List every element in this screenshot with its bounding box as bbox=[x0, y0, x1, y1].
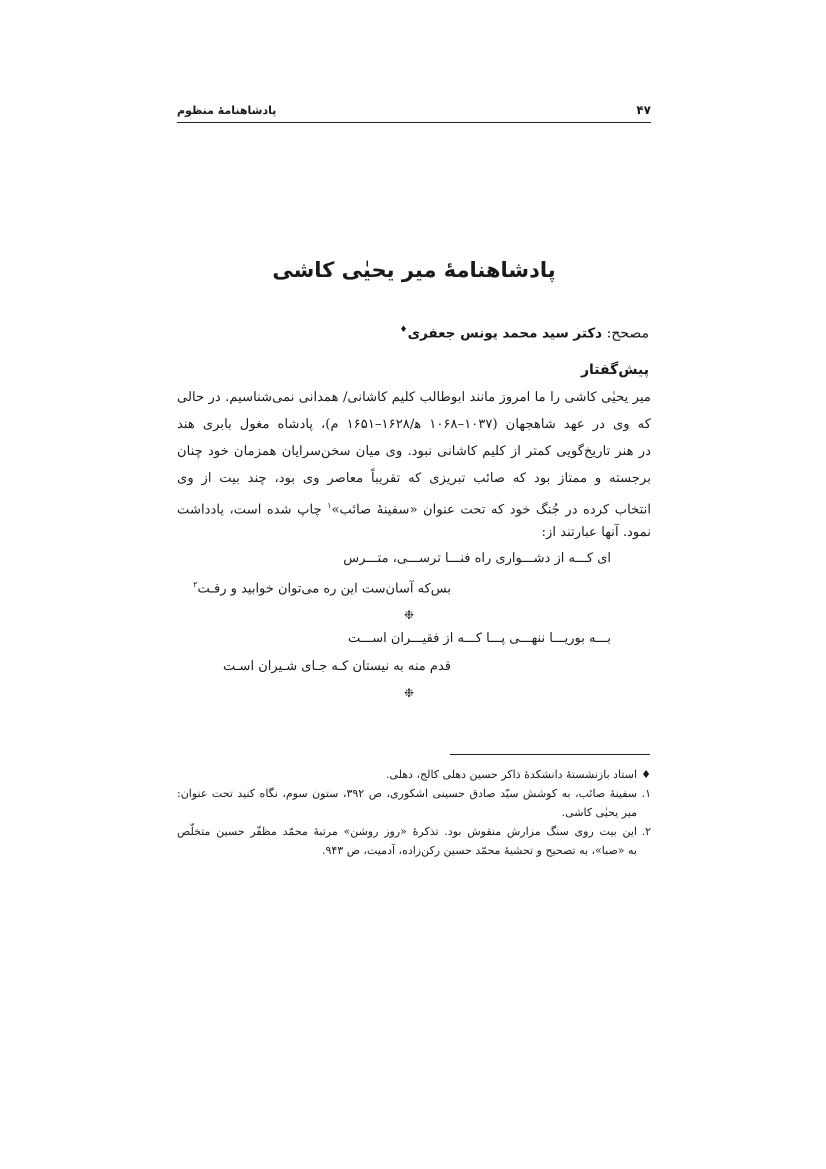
footnote-ref-2: ۲ bbox=[193, 580, 198, 589]
body-line: میر یحیٰی کاشی را ما امروز مانند ابوطالب کلیم کاشانی/ همدانی نمی‌شناسیم. در حالی bbox=[177, 390, 651, 405]
footnote-number: ♦ bbox=[641, 768, 651, 781]
footnote-text: سفینهٔ صائب، به کوشش سیّد صادق حسینی اشکوری، ص ۳۹۲، ستون سوم، نگاه کنید تحت عنوان: bbox=[177, 787, 637, 800]
footnote-text: میر یحیٰی کاشی. bbox=[561, 806, 637, 819]
verse-line: بـــه بوریـــا ننهـــی پـــا کـــه از فقیـــران اســـت bbox=[348, 631, 611, 646]
body-line: برجسته و ممتاز بود که صائب تبریزی که تقریباً معاصر وی بود، چند بیت از وی bbox=[177, 471, 651, 486]
body-paragraph bbox=[177, 384, 651, 546]
body-line-text: انتخاب کرده در جُنگ خود که تحت عنوان «سفینهٔ صائب» bbox=[331, 502, 651, 518]
body-line bbox=[177, 492, 651, 519]
section-heading: پیش‌گفتار bbox=[580, 362, 649, 378]
running-title: پادشاهنامهٔ منظوم bbox=[177, 104, 277, 117]
footnote-number: ۱. bbox=[641, 787, 651, 800]
footnote-divider bbox=[450, 754, 650, 755]
verse-line bbox=[193, 580, 451, 596]
footnote bbox=[177, 765, 651, 784]
running-header bbox=[177, 100, 651, 123]
author-footnote-mark: ♦ bbox=[399, 325, 408, 335]
footnote-number: ۲. bbox=[641, 825, 651, 838]
footnote-text: به «صبا»، به تصحیح و تحشیهٔ محمّد حسین رکن‌زاده، آدمیت، ص ۹۴۳. bbox=[321, 844, 637, 857]
verse-separator-icon: ❉ bbox=[404, 686, 415, 700]
footnote-ref-1: ۱ bbox=[327, 501, 332, 510]
body-line: نمود. آنها عبارتند از: bbox=[541, 525, 651, 540]
footnote bbox=[177, 784, 651, 822]
footnote-text: استاد بازنشستهٔ دانشکدهٔ ذاکر حسین دهلی کالج، دهلی. bbox=[385, 768, 637, 781]
author-name: دکتر سید محمد یونس جعفری bbox=[407, 325, 603, 342]
page-number: ۴۷ bbox=[636, 103, 651, 117]
article-title: پادشاهنامهٔ میر یحیٰی کاشی bbox=[272, 258, 556, 282]
verse-line: ای کـــه از دشـــواری راه فنـــا ترســـی، متـــرس bbox=[343, 551, 611, 566]
footnote-text: این بیت روی سنگ مزارش منقوش بود. تذکرهٔ «روز روشن» مرتبهٔ محمّد مظفّر حسین متخلّص bbox=[177, 825, 637, 838]
author-line bbox=[400, 325, 650, 342]
verse-line: قدم منه به نیستان کـه جـای شـیران اسـت bbox=[222, 659, 451, 674]
footnote bbox=[177, 822, 651, 860]
body-line: که وی در عهد شاهجهان (۱۰۳۷–۱۰۶۸ ه‍/۱۶۲۸–۱۶۵۱ م)، پادشاه مغول بابری هند bbox=[177, 417, 651, 432]
body-line-text: چاپ شده است، یادداشت bbox=[177, 502, 328, 518]
footnotes bbox=[177, 765, 651, 860]
author-label: مصحح: bbox=[606, 325, 649, 342]
verse-text: بس‌که آسان‌ست این ره می‌توان خوابید و رفـت bbox=[197, 581, 451, 597]
body-line: در هنر تاریخ‌گویی کمتر از کلیم کاشانی نبود. وی میان سخن‌سرایان همزمان خود چنان bbox=[177, 444, 651, 459]
verse-separator-icon: ❉ bbox=[404, 608, 415, 622]
